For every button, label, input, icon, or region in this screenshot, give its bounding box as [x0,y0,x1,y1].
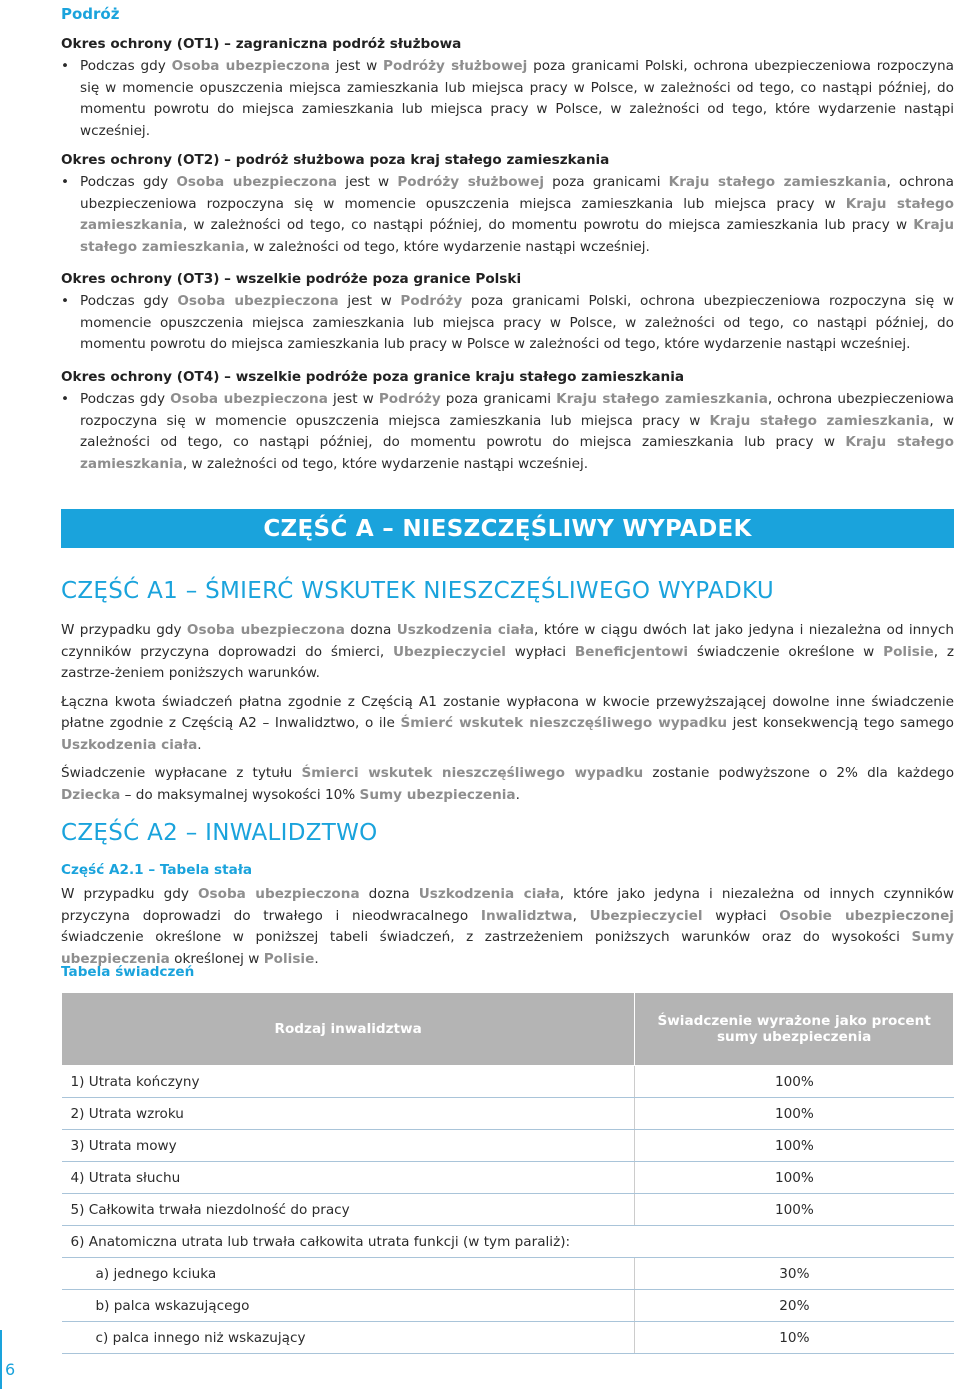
a2-body [61,884,954,970]
row-value: 30% [635,1258,954,1290]
table-row [62,1194,954,1226]
row-value: 100% [635,1130,954,1162]
row-label: 6) Anatomiczna utrata lub trwała całkowita utrata funkcji (w tym paraliż): [62,1226,954,1258]
benefits-table-header [62,993,954,1066]
row-value: 100% [635,1162,954,1194]
a1-body [61,620,954,806]
ot4-section [61,369,954,475]
ot2-section [61,152,954,258]
benefits-table-title: Tabela świadczeń [61,964,195,980]
page-edge-line [0,1330,2,1389]
table-row [62,1066,954,1098]
col-header-benefit-percent: Świadczenie wyrażone jako procent sumy ubezpieczenia [635,993,954,1066]
page-number: 6 [5,1360,16,1379]
row-label: b) palca wskazującego [62,1290,635,1322]
row-value: 100% [635,1098,954,1130]
a2-sub-heading: Część A2.1 – Tabela stała [61,862,253,878]
col-header-disability-type: Rodzaj inwalidztwa [62,993,635,1066]
row-value: 100% [635,1194,954,1226]
table-row [62,1162,954,1194]
table-row [62,1226,954,1258]
ot4-bullet: • Podczas gdy Osoba ubezpieczona jest w Podróży poza granicami Kraju stałego zamieszkania, ochrona ubezpieczeniowa rozpoczyna się w momencie opuszczenia miejsca zamieszkania lub miejsca pracy w Kraju stałego zamieszkania, w zależności od tego, co nastąpi później, do momentu powrotu do miejsca zamieszkania lub pracy w Kraju stałego zamieszkania, w zależności od tego, które wydarzenie nastąpi wcześniej. [61,389,954,475]
a1-paragraph-1: W przypadku gdy Osoba ubezpieczona dozna Uszkodzenia ciała, które w ciągu dwóch lat jako jedyna i niezależna od innych czynników przyczyna doprowadzi do śmierci, Ubezpieczyciel wypłaci Beneficjentowi świadczenie określone w Polisie, z zastrze-żeniem poniższych warunków. [61,622,955,681]
row-value: 10% [635,1322,954,1354]
a2-paragraph-1: W przypadku gdy Osoba ubezpieczona dozna Uszkodzenia ciała, które jako jedyna i niezależna od innych czynników przyczyna doprowadzi do trwałego i nieodwracalnego Inwalidztwa, Ubezpieczyciel wypłaci Osobie ubezpieczonej świadczenie określone w poniższej tabeli świadczeń, z zastrzeżeniem poniższych warunków oraz do wysokości Sumy ubezpieczenia określonej w Polisie. [61,886,954,967]
ot2-bullet: • Podczas gdy Osoba ubezpieczona jest w Podróży służbowej poza granicami Kraju stałego zamieszkania, ochrona ubezpieczeniowa rozpoczyna się w momencie opuszczenia miejsca zamieszkania lub miejsca pracy w Kraju stałego zamieszkania, w zależności od tego, co nastąpi później, do momentu powrotu do miejsca zamieszkania lub pracy w Kraju stałego zamieszkania, w zależności od tego, które wydarzenie nastąpi wcześniej. [61,172,954,258]
a1-heading: CZĘŚĆ A1 – ŚMIERĆ WSKUTEK NIESZCZĘŚLIWEGO WYPADKU [61,578,774,604]
table-row [62,1322,954,1354]
ot3-section [61,271,954,356]
row-value: 100% [635,1066,954,1098]
row-label: c) palca innego niż wskazujący [62,1322,635,1354]
a1-paragraph-2: Łączna kwota świadczeń płatna zgodnie z Częścią A1 zostanie wypłacona w kwocie przewyższającej dowolne inne świadczenie płatne zgodnie z Częścią A2 – Inwalidztwo, o ile Śmierć wskutek nieszczęśliwego wypadku jest konsekwencją tego samego Uszkodzenia ciała. [61,693,955,753]
row-label: 5) Całkowita trwała niezdolność do pracy [62,1194,635,1226]
table-row [62,1258,954,1290]
ot2-title: Okres ochrony (OT2) – podróż służbowa poza kraj stałego zamieszkania [61,152,610,168]
a2-heading: CZĘŚĆ A2 – INWALIDZTWO [61,820,378,846]
ot3-bullet: • Podczas gdy Osoba ubezpieczona jest w Podróży poza granicami Polski, ochrona ubezpieczeniowa rozpoczyna się w momencie opuszczenia miejsca zamieszkania lub miejsca pracy w Polsce, w zależności od tego, co nastąpi później, do momentu powrotu do miejsca zamieszkania lub pracy w Polsce w zależności od tego, które wydarzenie nastąpi wcześniej. [61,291,954,356]
table-row [62,1098,954,1130]
ot4-title: Okres ochrony (OT4) – wszelkie podróże poza granice kraju stałego zamieszkania [61,369,685,385]
row-label: 2) Utrata wzroku [62,1098,635,1130]
ot1-section [61,36,954,142]
a1-paragraph-3: Świadczenie wypłacane z tytułu Śmierci wskutek nieszczęśliwego wypadku zostanie podwyższone o 2% dla każdego Dziecka – do maksymalnej wysokości 10% Sumy ubezpieczenia. [61,765,955,803]
row-label: a) jednego kciuka [62,1258,635,1290]
ot1-bullet: • Podczas gdy Osoba ubezpieczona jest w Podróży służbowej poza granicami Polski, ochrona ubezpieczeniowa rozpoczyna się w momencie opuszczenia miejsca zamieszkania lub miejsca pracy w Polsce, w zależności od tego, co nastąpi później, do momentu powrotu do miejsca zamieszkania lub miejsca pracy w Polsce, w zależności od tego, które wydarzenie nastąpi wcześniej. [61,56,954,142]
benefits-table [61,992,954,1354]
ot3-title: Okres ochrony (OT3) – wszelkie podróże poza granice Polski [61,271,522,287]
part-a-banner: CZĘŚĆ A – NIESZCZĘŚLIWY WYPADEK [61,509,954,548]
ot1-title: Okres ochrony (OT1) – zagraniczna podróż służbowa [61,36,462,52]
row-label: 4) Utrata słuchu [62,1162,635,1194]
table-row [62,1130,954,1162]
table-row [62,1290,954,1322]
row-label: 1) Utrata kończyny [62,1066,635,1098]
row-value: 20% [635,1290,954,1322]
row-label: 3) Utrata mowy [62,1130,635,1162]
section-heading-travel: Podróż [61,5,120,23]
